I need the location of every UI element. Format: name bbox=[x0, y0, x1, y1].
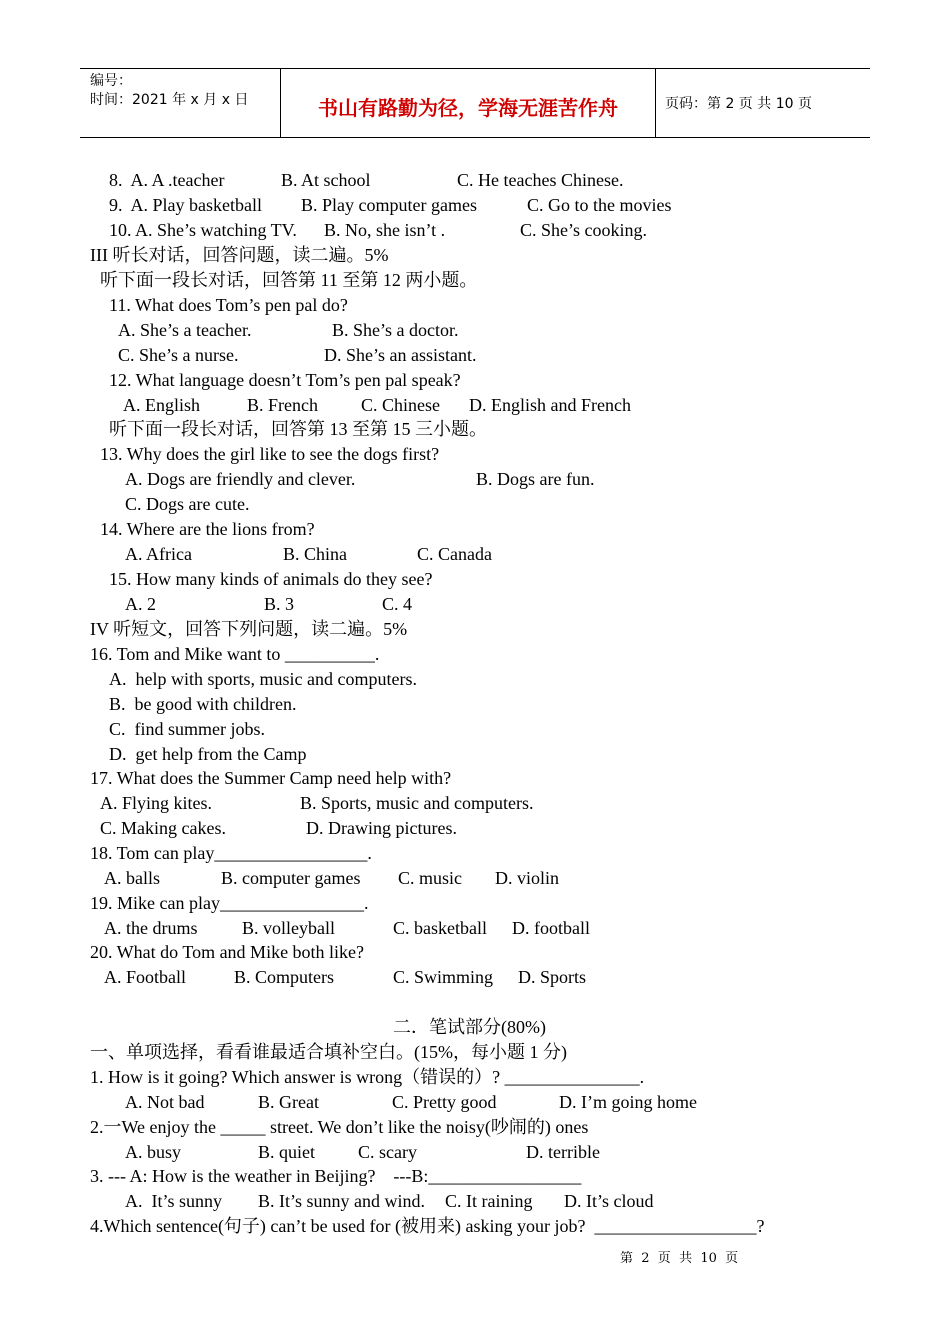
option: A. balls bbox=[104, 868, 160, 888]
option: A. Africa bbox=[125, 544, 192, 564]
option: B. China bbox=[283, 544, 348, 564]
option: D. English and French bbox=[469, 395, 631, 415]
option: B. quiet bbox=[258, 1142, 315, 1162]
text-line: C. She’s cooking. bbox=[520, 220, 648, 240]
question: 15. How many kinds of animals do they see? bbox=[109, 569, 433, 589]
option: A. Not bad bbox=[125, 1092, 205, 1112]
option: D. Sports bbox=[518, 967, 587, 987]
page-header bbox=[80, 68, 870, 138]
text-line: 听下面一段长对话，回答第 13 至第 15 三小题。 bbox=[109, 419, 487, 439]
option: C. Making cakes. bbox=[100, 818, 226, 838]
option: C. Swimming bbox=[393, 967, 494, 987]
question: 18. Tom can play_________________. bbox=[90, 843, 372, 863]
section-heading: IV 听短文，回答下列问题，读二遍。5% bbox=[90, 619, 408, 639]
text-line: 10. A. She’s watching TV. bbox=[109, 220, 297, 240]
option: B. 3 bbox=[264, 594, 295, 614]
option: B. Sports, music and computers. bbox=[300, 793, 534, 813]
question: 11. What does Tom’s pen pal do? bbox=[109, 295, 348, 315]
option: A. Football bbox=[104, 967, 187, 987]
option: A. the drums bbox=[104, 918, 198, 938]
page-label: 页码：第 2 页 共 10 页 bbox=[665, 96, 812, 112]
option: B. Great bbox=[258, 1092, 319, 1112]
question: 19. Mike can play________________. bbox=[90, 893, 369, 913]
option: C. It raining bbox=[445, 1191, 533, 1211]
option: A. help with sports, music and computers. bbox=[109, 669, 417, 689]
option: A. Dogs are friendly and clever. bbox=[125, 469, 356, 489]
question: 14. Where are the lions from? bbox=[100, 519, 315, 539]
question: 4.Which sentence(句子) can’t be used for (被用来) asking your job? __________________? bbox=[90, 1216, 765, 1236]
option: A. busy bbox=[125, 1142, 182, 1162]
option: C. scary bbox=[358, 1142, 417, 1162]
header-motto-cell bbox=[280, 69, 656, 137]
option: D. violin bbox=[495, 868, 560, 888]
option: B. Computers bbox=[234, 967, 335, 987]
option: D. It’s cloud bbox=[564, 1191, 654, 1211]
option: C. Pretty good bbox=[392, 1092, 497, 1112]
option: B. computer games bbox=[221, 868, 361, 888]
text-line: 9. A. Play basketball bbox=[109, 195, 262, 215]
page-footer: 第 2 页 共 10 页 bbox=[620, 1251, 739, 1266]
option: C. Chinese bbox=[361, 395, 440, 415]
option: C. music bbox=[398, 868, 463, 888]
option: C. 4 bbox=[382, 594, 413, 614]
section-heading: III 听长对话，回答问题，读二遍。5% bbox=[90, 245, 389, 265]
section-heading: 一、单项选择，看看谁最适合填补空白。(15%，每小题 1 分) bbox=[90, 1042, 567, 1062]
option: B. It’s sunny and wind. bbox=[258, 1191, 426, 1211]
option: C. Canada bbox=[417, 544, 492, 564]
header-meta bbox=[80, 69, 280, 137]
option: C. basketball bbox=[393, 918, 487, 938]
section-heading: 二．笔试部分(80%) bbox=[393, 1017, 546, 1037]
text-line: C. Go to the movies bbox=[527, 195, 672, 215]
question: 16. Tom and Mike want to __________. bbox=[90, 644, 380, 664]
question: 20. What do Tom and Mike both like? bbox=[90, 942, 365, 962]
option: C. She’s a nurse. bbox=[118, 345, 239, 365]
option: B. Dogs are fun. bbox=[476, 469, 595, 489]
question: 17. What does the Summer Camp need help with? bbox=[90, 768, 452, 788]
motto: 书山有路勤为径，学海无涯苦作舟 bbox=[318, 95, 618, 120]
option: A. English bbox=[123, 395, 201, 415]
text-line: B. No, she isn’t . bbox=[324, 220, 446, 240]
text-line: 听下面一段长对话，回答第 11 至第 12 两小题。 bbox=[100, 270, 478, 290]
question: 1. How is it going? Which answer is wrong（错误的）? _______________. bbox=[90, 1067, 645, 1087]
question: 12. What language doesn’t Tom’s pen pal speak? bbox=[109, 370, 461, 390]
option: A. 2 bbox=[125, 594, 156, 614]
option: D. I’m going home bbox=[559, 1092, 697, 1112]
option: D. get help from the Camp bbox=[109, 744, 307, 764]
option: D. football bbox=[512, 918, 590, 938]
option: A. She’s a teacher. bbox=[118, 320, 252, 340]
text-line: B. Play computer games bbox=[301, 195, 477, 215]
option: B. She’s a doctor. bbox=[332, 320, 459, 340]
header-page-cell bbox=[655, 69, 870, 137]
option: D. She’s an assistant. bbox=[324, 345, 477, 365]
question: 3. --- A: How is the weather in Beijing? ---B:_________________ bbox=[90, 1166, 582, 1186]
option: A. It’s sunny bbox=[125, 1191, 223, 1211]
question: 2.一We enjoy the _____ street. We don’t like the noisy(吵闹的) ones bbox=[90, 1117, 589, 1137]
text-line: 8. A. A .teacher bbox=[109, 170, 225, 190]
option: D. terrible bbox=[526, 1142, 600, 1162]
option: D. Drawing pictures. bbox=[306, 818, 457, 838]
option: C. Dogs are cute. bbox=[125, 494, 250, 514]
option: C. find summer jobs. bbox=[109, 719, 265, 739]
text-line: B. At school bbox=[281, 170, 371, 190]
option: A. Flying kites. bbox=[100, 793, 213, 813]
option: B. French bbox=[247, 395, 318, 415]
text-line: C. He teaches Chinese. bbox=[457, 170, 624, 190]
time-label: 时间：2021 年 x 月 x 日 bbox=[90, 92, 249, 108]
option: B. volleyball bbox=[242, 918, 335, 938]
question: 13. Why does the girl like to see the dogs first? bbox=[100, 444, 440, 464]
number-label: 编号： bbox=[90, 73, 132, 89]
option: B. be good with children. bbox=[109, 694, 297, 714]
